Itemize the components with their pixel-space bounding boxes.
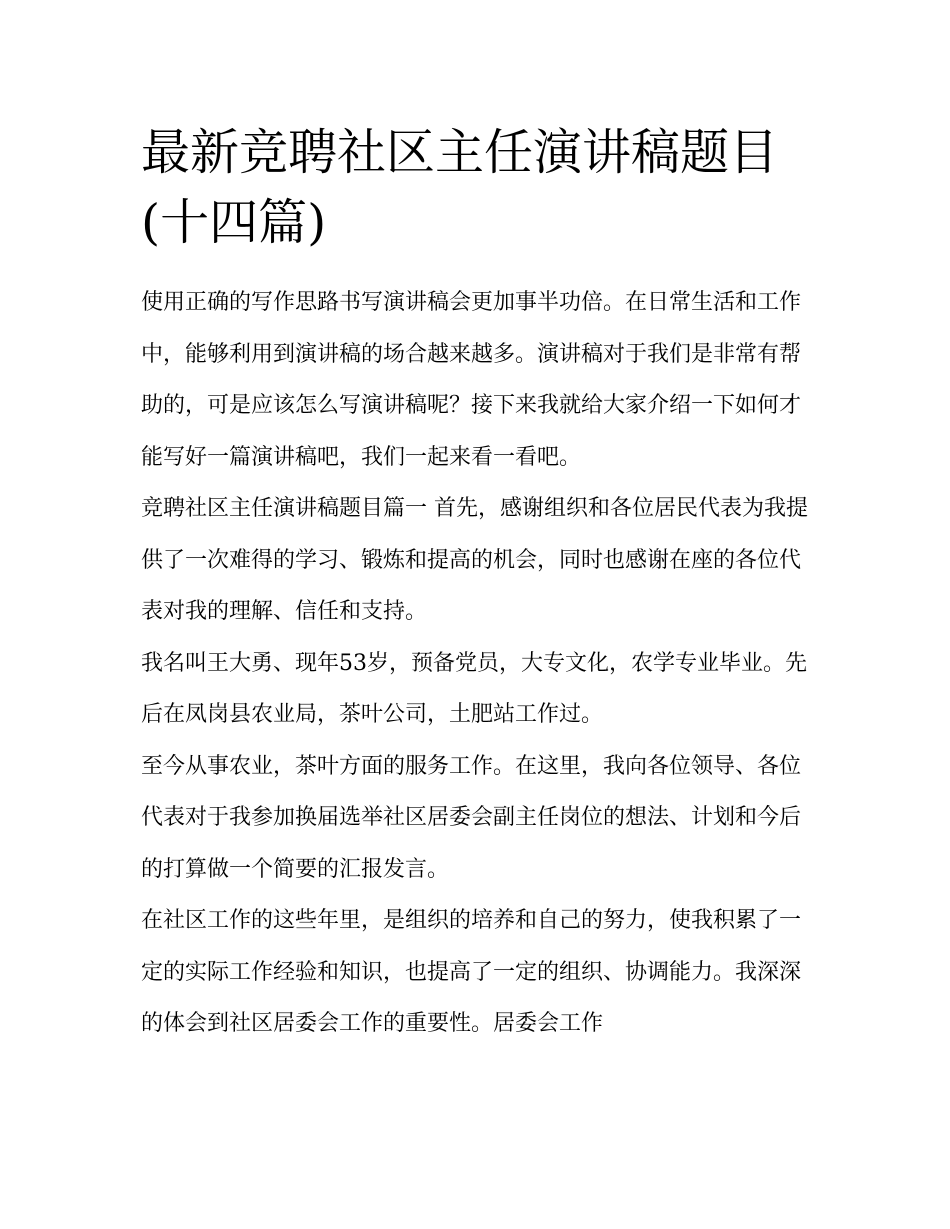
document-body: [141, 277, 813, 1050]
paragraph-intro: 使用正确的写作思路书写演讲稿会更加事半功倍。在日常生活和工作中，能够利用到演讲稿的场合越来越多。演讲稿对于我们是非常有帮助的，可是应该怎么写演讲稿呢？接下来我就给大家介绍一下如何才能写好一篇演讲稿吧，我们一起来看一看吧。: [141, 290, 802, 470]
paragraph-4: 在社区工作的这些年里，是组织的培养和自己的努力，使我积累了一定的实际工作经验和知识，也提高了一定的组织、协调能力。我深深的体会到社区居委会工作的重要性。居委会工作: [141, 908, 802, 1036]
document-title: [141, 118, 821, 258]
title-line-2: (十四篇): [141, 194, 327, 251]
paragraph-1: 竞聘社区主任演讲稿题目篇一 首先，感谢组织和各位居民代表为我提供了一次难得的学习、锻炼和提高的机会，同时也感谢在座的各位代表对我的理解、信任和支持。: [141, 496, 808, 624]
paragraph-2: 我名叫王大勇、现年53岁，预备党员，大专文化，农学专业毕业。先后在凤岗县农业局，茶叶公司，土肥站工作过。: [141, 650, 807, 727]
paragraph-3: 至今从事农业，茶叶方面的服务工作。在这里，我向各位领导、各位代表对于我参加换届选举社区居委会副主任岗位的想法、计划和今后的打算做一个简要的汇报发言。: [141, 753, 802, 882]
title-line-1: 最新竞聘社区主任演讲稿题目: [141, 124, 779, 181]
